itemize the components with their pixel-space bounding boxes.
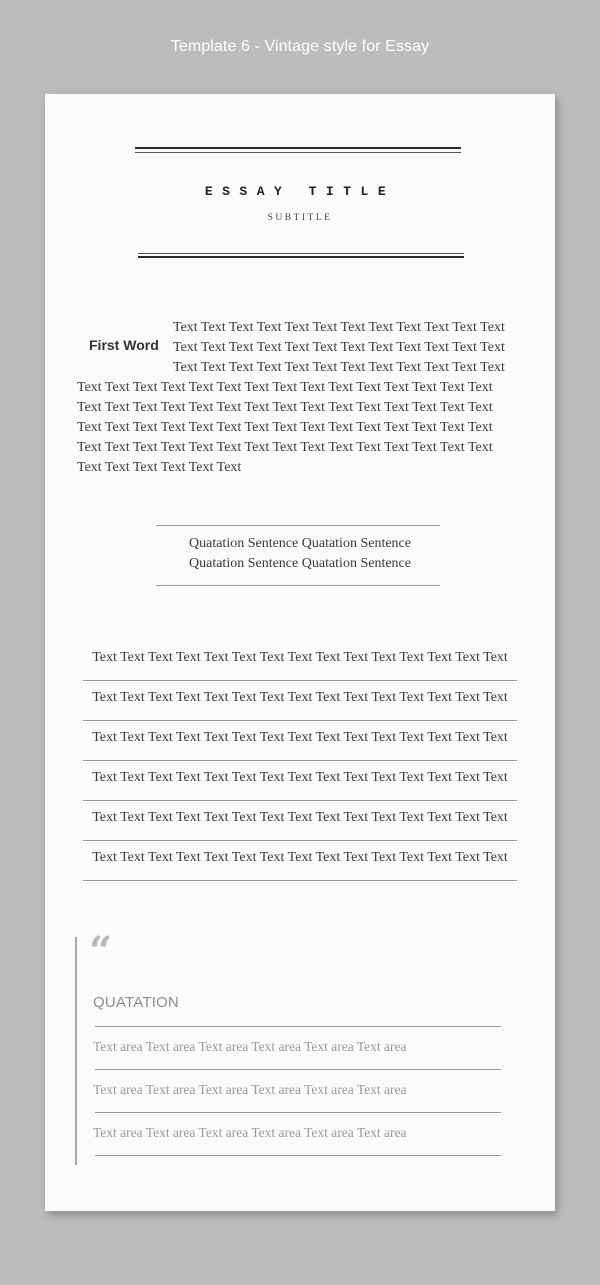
quote-box-rule	[95, 1069, 501, 1070]
bottom-rule-thin	[138, 253, 464, 254]
lined-text-row: Text Text Text Text Text Text Text Text Text Text Text Text Text Text Text	[92, 690, 508, 705]
row-rule	[83, 800, 517, 801]
quote-box-bar	[75, 937, 77, 1165]
top-rule-thick	[135, 147, 461, 149]
quote-sentence: Quatation Sentence Quatation Sentence	[189, 556, 411, 571]
essay-title: ESSAY TITLE	[204, 184, 396, 199]
paragraph-line: Text Text Text Text Text Text Text Text Text Text Text Text Text Text Text	[77, 400, 493, 415]
paragraph-line: Text Text Text Text Text Text Text Text Text Text Text Text	[173, 360, 505, 375]
lined-text-row: Text Text Text Text Text Text Text Text Text Text Text Text Text Text Text	[92, 810, 508, 825]
essay-sheet	[45, 94, 555, 1211]
row-rule	[83, 840, 517, 841]
text-area-line: Text area Text area Text area Text area Text area Text area	[93, 1039, 407, 1054]
paragraph-line: Text Text Text Text Text Text Text Text Text Text Text Text	[173, 340, 505, 355]
paragraph-line: Text Text Text Text Text Text Text Text Text Text Text Text Text Text Text	[77, 440, 493, 455]
quote-mark-icon: “	[89, 928, 113, 975]
paragraph-line: Text Text Text Text Text Text	[77, 460, 242, 475]
lined-text-row: Text Text Text Text Text Text Text Text Text Text Text Text Text Text Text	[92, 850, 508, 865]
lined-text-row: Text Text Text Text Text Text Text Text Text Text Text Text Text Text Text	[92, 730, 508, 745]
text-area-line: Text area Text area Text area Text area Text area Text area	[93, 1082, 407, 1097]
lined-text-row: Text Text Text Text Text Text Text Text Text Text Text Text Text Text Text	[92, 650, 508, 665]
essay-subtitle: SUBTITLE	[267, 213, 333, 223]
template-heading: Template 6 - Vintage style for Essay	[170, 38, 430, 55]
top-rule-thin	[135, 152, 461, 153]
paragraph-line: Text Text Text Text Text Text Text Text Text Text Text Text Text Text Text	[77, 420, 493, 435]
row-rule	[83, 760, 517, 761]
quote-box-rule	[95, 1112, 501, 1113]
lined-text-row: Text Text Text Text Text Text Text Text Text Text Text Text Text Text Text	[92, 770, 508, 785]
quote-sentence: Quatation Sentence Quatation Sentence	[189, 536, 411, 551]
bottom-rule-thick	[138, 256, 464, 258]
row-rule	[83, 880, 517, 881]
text-area-line: Text area Text area Text area Text area Text area Text area	[93, 1125, 407, 1140]
quote-bottom-rule	[156, 585, 440, 586]
first-word: First Word	[89, 337, 159, 353]
row-rule	[83, 720, 517, 721]
quote-top-rule	[156, 525, 440, 526]
paragraph-line: Text Text Text Text Text Text Text Text Text Text Text Text	[173, 320, 505, 335]
paragraph-line: Text Text Text Text Text Text Text Text Text Text Text Text Text Text Text	[77, 380, 493, 395]
row-rule	[83, 680, 517, 681]
quote-box-rule	[95, 1026, 501, 1027]
quatation-heading: QUATATION	[93, 994, 179, 1011]
quote-box-rule	[95, 1155, 501, 1156]
